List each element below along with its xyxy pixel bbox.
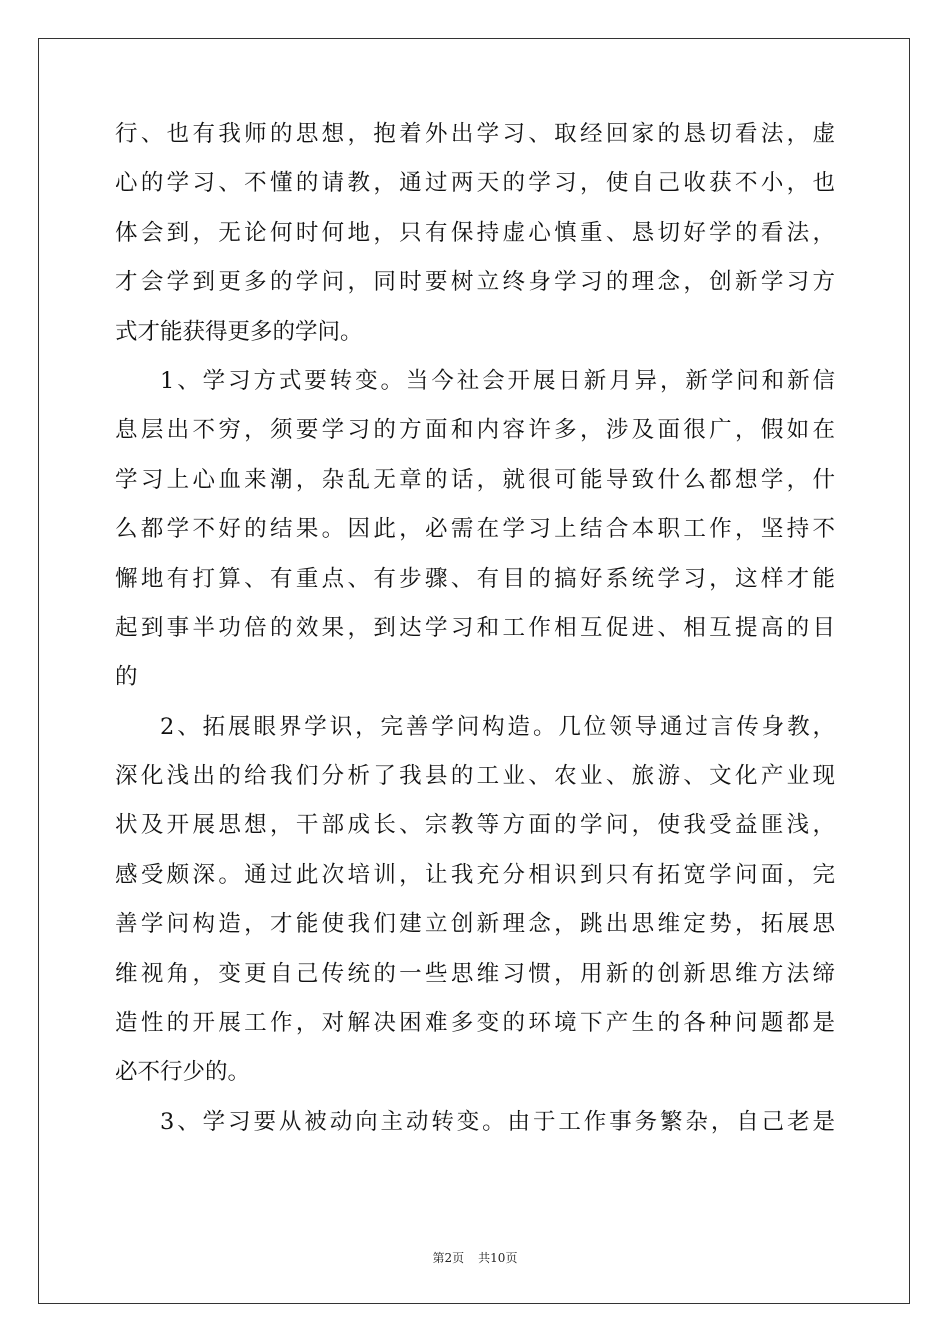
text-line: 起到事半功倍的效果，到达学习和工作相互促进、相互提高的目: [115, 614, 835, 641]
document-body: [115, 110, 835, 1147]
text-line: 感受颇深。通过此次培训，让我充分相识到只有拓宽学问面，完: [115, 861, 835, 888]
page-total: 共10页: [478, 1251, 518, 1265]
text-line: 状及开展思想，干部成长、宗教等方面的学问，使我受益匪浅，: [115, 812, 835, 839]
text-line: 善学问构造，才能使我们建立创新理念，跳出思维定势，拓展思: [115, 911, 835, 938]
text-line: 心的学习、不懂的请教，通过两天的学习，使自己收获不小，也: [115, 170, 835, 197]
text-line: 式才能获得更多的学问。: [115, 318, 363, 345]
text-line: 息层出不穷，须要学习的方面和内容许多，涉及面很广，假如在: [115, 417, 835, 444]
page-number: 第2页: [432, 1251, 465, 1265]
text-line: 懈地有打算、有重点、有步骤、有目的搞好系统学习，这样才能: [115, 565, 835, 592]
text-line: 体会到，无论何时何地，只有保持虚心慎重、恳切好学的看法，: [115, 219, 835, 246]
text-line: 3、学习要从被动向主动转变。由于工作事务繁杂，自己老是: [160, 1108, 835, 1135]
text-line: 行、也有我师的思想，抱着外出学习、取经回家的恳切看法，虚: [115, 121, 835, 147]
text-line: 造性的开展工作，对解决困难多变的环境下产生的各种问题都是: [115, 1010, 835, 1037]
text-line: 必不行少的。: [115, 1059, 251, 1086]
text-line: 深化浅出的给我们分析了我县的工业、农业、旅游、文化产业现: [115, 763, 835, 790]
text-line: 2、拓展眼界学识，完善学问构造。几位领导通过言传身教，: [160, 713, 835, 740]
text-line: 么都学不好的结果。因此，必需在学习上结合本职工作，坚持不: [115, 516, 835, 543]
text-line: 才会学到更多的学问，同时要树立终身学习的理念，创新学习方: [115, 269, 835, 296]
text-line: 1、学习方式要转变。当今社会开展日新月异，新学问和新信: [160, 367, 835, 394]
text-line: 维视角，变更自己传统的一些思维习惯，用新的创新思维方法缔: [115, 960, 835, 987]
text-line: 的: [115, 664, 138, 691]
text-line: 学习上心血来潮，杂乱无章的话，就很可能导致什么都想学，什: [115, 466, 835, 493]
page-footer: [0, 1250, 950, 1266]
